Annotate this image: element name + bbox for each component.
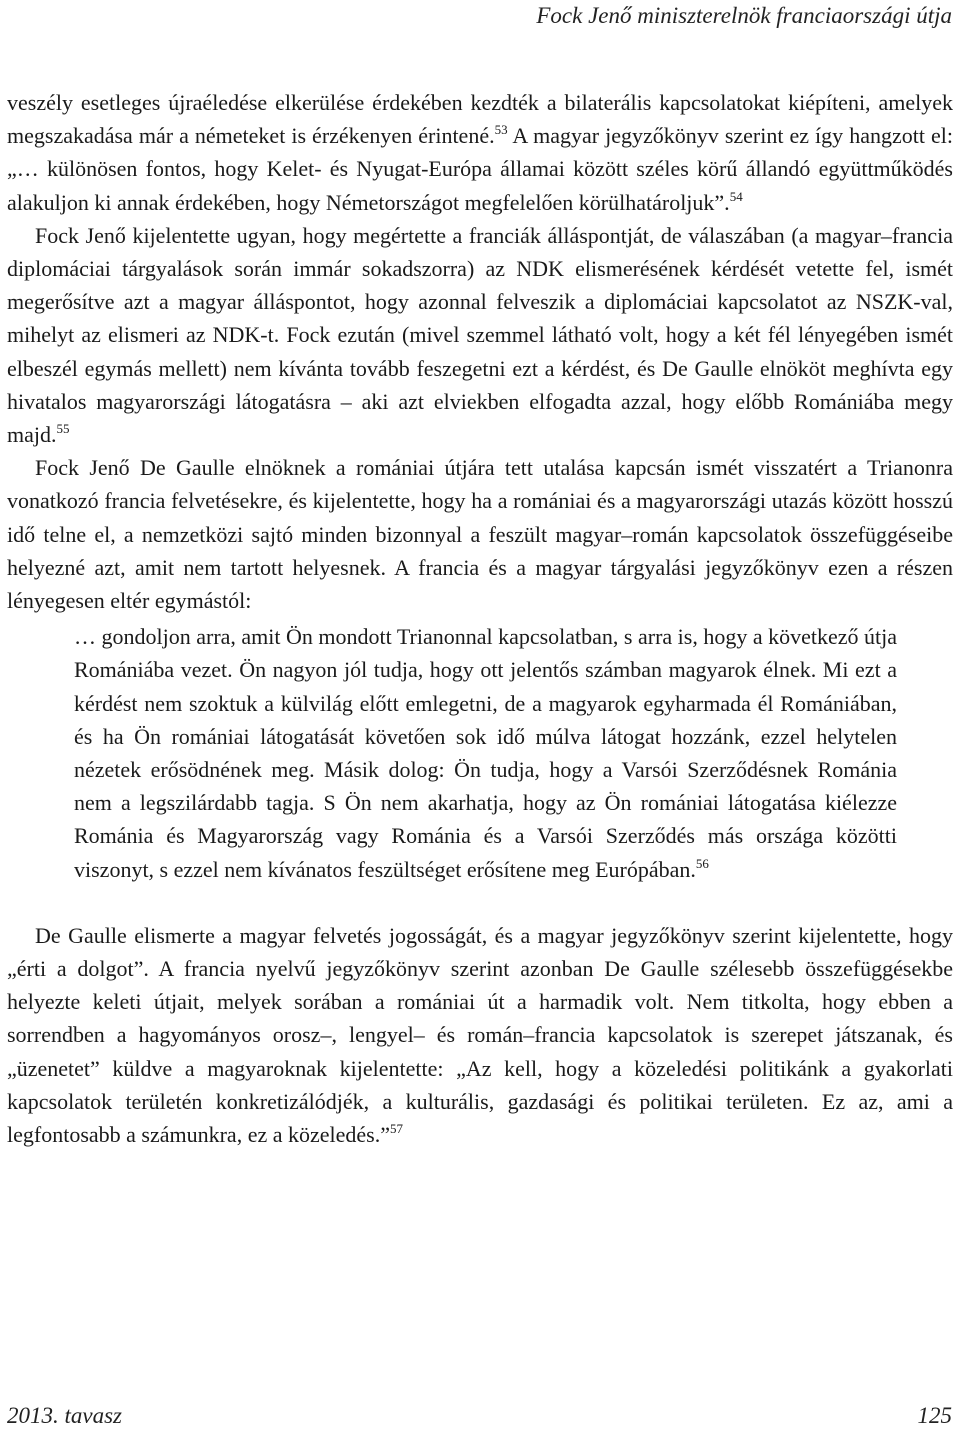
page-number: 125 (917, 1403, 952, 1428)
running-header-title: Fock Jenő miniszterelnök franciaországi útja (536, 3, 952, 28)
footnote-ref-53[interactable]: 53 (494, 122, 508, 138)
article-body (7, 86, 953, 1151)
paragraph-4 (7, 919, 953, 1151)
paragraph-1-text-a: veszély esetleges újraéledése elkerülése érdekében kezdték a bilaterális kapcsolatokat kiépíteni, amelyek megszakadása már a németeket is érzékenyen érintené. (7, 90, 953, 149)
paragraph-2-text: Fock Jenő kijelentette ugyan, hogy megértette a franciák álláspontját, de válaszában (a magyar–francia diplomáciai tárgyalások során immár sokadszorra) az NDK elismerésének kérdését vetette fel, ismét megerősítve azt a magyar álláspontot, hogy azonnal felveszik a diplomáciai kapcsolatot az NSZK-val, mihelyt az elismeri az NDK-t. Fock ezután (mivel szemmel látható volt, hogy a két fél lényegében ismét elbeszél egymás mellett) nem kívánta tovább feszegetni ezt a kérdést, és De Gaulle elnököt meghívta egy hivatalos magyarországi látogatásra – aki azt elviekben elfogadta azzal, hogy előbb Romániába megy majd. (7, 222, 953, 448)
footnote-ref-56[interactable]: 56 (695, 855, 709, 871)
paragraph-2 (7, 219, 953, 451)
paragraph-4-text: De Gaulle elismerte a magyar felvetés jogosságát, és a magyar jegyzőkönyv szerint kijelentette, hogy „érti a dolgot”. A francia nyelvű jegyzőkönyv szerint azonban De Gaulle szélesebb összefüggésekbe helyezte keleti útjait, melyek sorában a romániai út a harmadik volt. Nem titkolta, hogy ebben a sorrendben a hagyományos orosz–, lengyel– és román–francia kapcsolatok is szerepet játszanak, és „üzenetet” küldve a magyaroknak kijelentette: „Az kell, hogy a közeledési politikánk a gyakorlati kapcsolatok területén konkretizálódjék, a kulturális, gazdasági és politikai területen. Ez az, ami a legfontosabb a számunkra, ez a közeledés.” (7, 922, 953, 1148)
block-quote (74, 620, 897, 886)
page-footer (7, 1402, 952, 1432)
footnote-ref-55[interactable]: 55 (56, 421, 70, 437)
paragraph-1 (7, 86, 953, 219)
footnote-ref-54[interactable]: 54 (729, 188, 743, 204)
footer-issue: 2013. tavasz (7, 1403, 122, 1428)
paragraph-3-text: Fock Jenő De Gaulle elnöknek a romániai útjára tett utalása kapcsán ismét visszatért a Trianonra vonatkozó francia felvetésekre, és kijelentette, hogy ha a romániai és a magyarországi utazás között hosszú idő telne el, a nemzetközi sajtó minden bizonnyal a feszült magyar–román kapcsolatok összefüggéseibe helyezné azt, amit nem tartott helyesnek. A francia és a magyar tárgyalási jegyzőkönyv ezen a részen lényegesen eltér egymástól: (7, 455, 953, 614)
paragraph-1-text-b: A magyar jegyzőkönyv szerint ez így hangzott el: „… különösen fontos, hogy Kelet- és Nyugat-Európa államai között széles körű állandó együttműködés alakuljon ki annak érdekében, hogy Németországot megfelelően körülhatároljuk”. (7, 123, 953, 215)
block-quote-text: … gondoljon arra, amit Ön mondott Trianonnal kapcsolatban, s arra is, hogy a következő útja Romániába vezet. Ön nagyon jól tudja, hogy ott jelentős számban magyarok élnek. Mi ezt a kérdést nem szoktuk a külvilág előtt emlegetni, de a magyarok egyharmada él Romániában, és ha Ön romániai látogatását követően sok idő múlva látogat hozzánk, ezzel helytelen nézetek erősödnének meg. Másik dolog: Ön tudja, hogy a Varsói Szerződésnek Románia nem a legszilárdabb tagja. S Ön nem akarhatja, hogy az Ön romániai látogatása kiélezze Románia és Magyarország vagy Románia és a Varsói Szerződés más országa közötti viszonyt, s ezzel nem kívánatos feszültséget erősítene meg Európában. (74, 624, 898, 882)
footnote-ref-57[interactable]: 57 (390, 1121, 403, 1137)
paragraph-3 (7, 451, 953, 617)
